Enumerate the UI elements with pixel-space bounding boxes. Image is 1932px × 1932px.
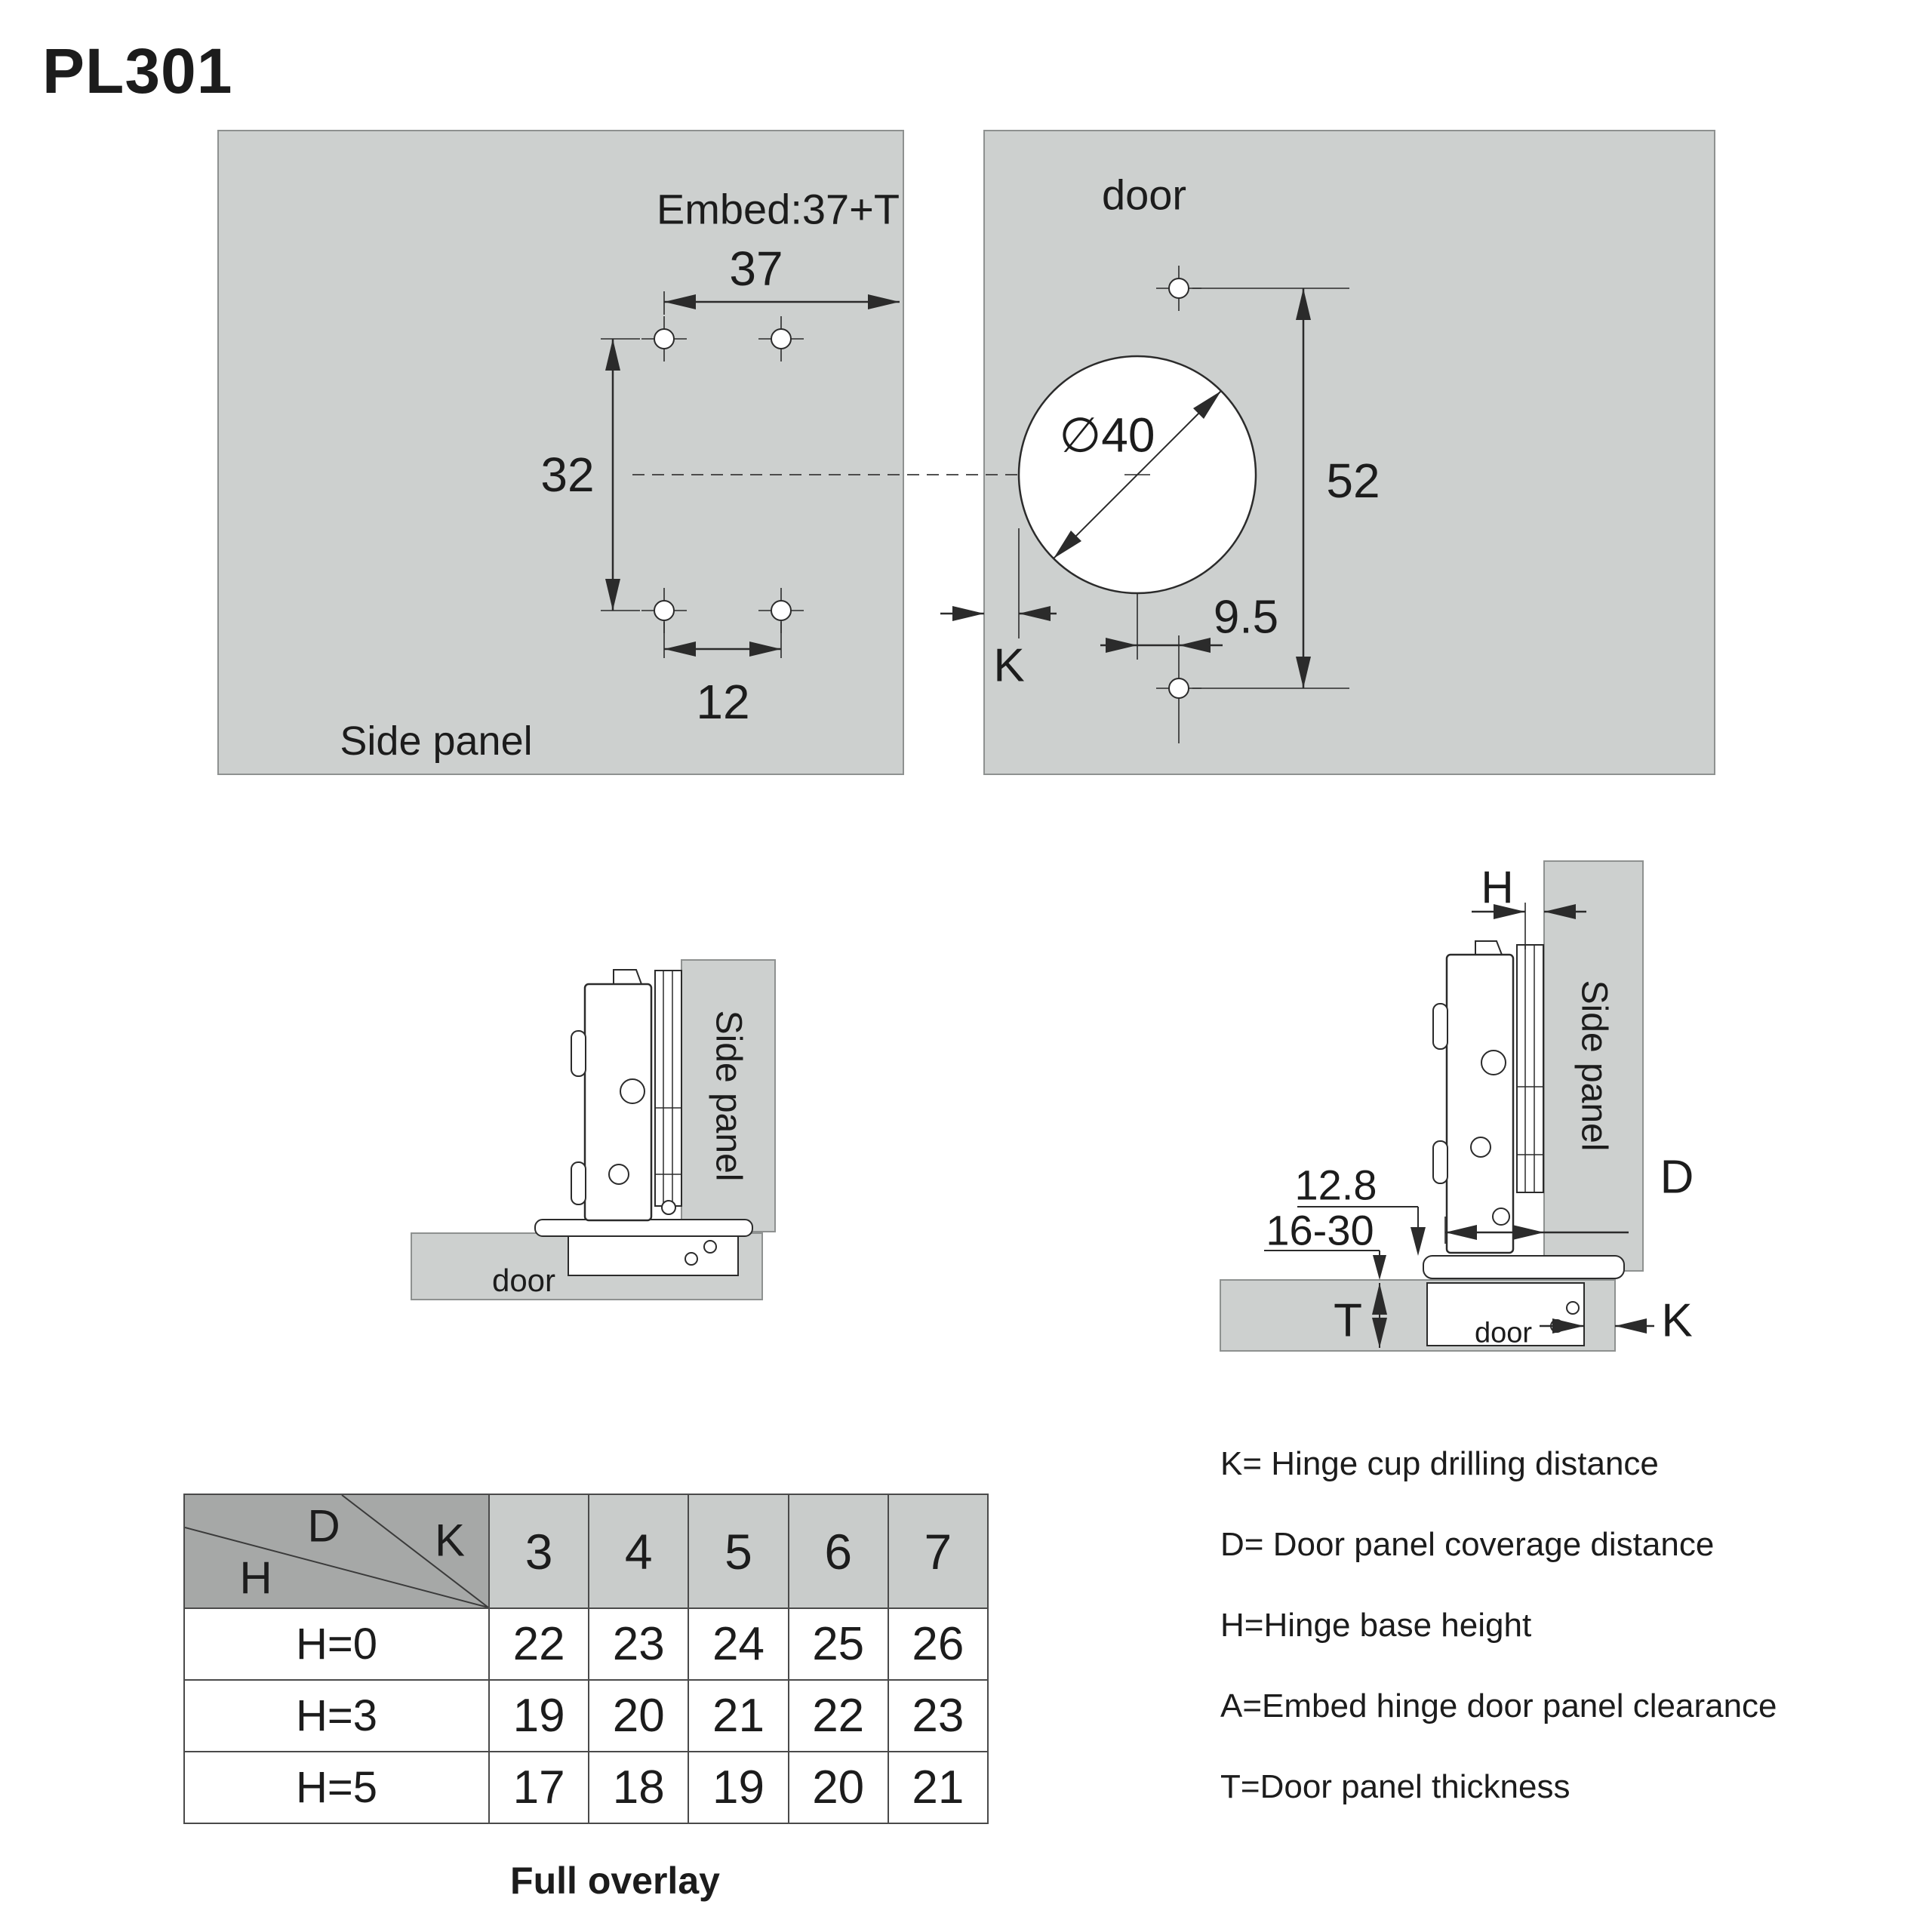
table-cell: 19: [488, 1679, 588, 1751]
corner-d: D: [307, 1500, 340, 1552]
table-caption: Full overlay: [510, 1860, 720, 1902]
table-cell: 19: [688, 1751, 787, 1823]
row-label: H=0: [185, 1607, 488, 1679]
legend-item-h: H=Hinge base height: [1220, 1607, 1532, 1644]
dim-32-label: 32: [540, 448, 595, 502]
door-label: door: [1101, 171, 1187, 219]
table-cell: 25: [788, 1607, 888, 1679]
table-cell: 23: [588, 1607, 688, 1679]
row-label: H=5: [185, 1751, 488, 1823]
side-view-left-panel-label: Side panel: [708, 1010, 749, 1182]
leader-16-30: [1264, 1251, 1386, 1280]
table-cell: 21: [688, 1679, 787, 1751]
dim-h-label: H: [1481, 862, 1514, 913]
dim-k-cup-label: K: [993, 639, 1025, 692]
side-view-left-door-label: door: [491, 1263, 556, 1298]
dim-12-label: 12: [696, 675, 750, 729]
side-panel-label: Side panel: [340, 718, 533, 764]
diameter-label: ∅40: [1059, 408, 1155, 463]
row-label: H=3: [185, 1679, 488, 1751]
dim-16-30-label: 16-30: [1266, 1206, 1374, 1254]
table-cell: 20: [788, 1751, 888, 1823]
table-cell: 22: [788, 1679, 888, 1751]
dim-9-5-label: 9.5: [1213, 591, 1279, 644]
table-cell: 21: [888, 1751, 987, 1823]
legend-item-k: K= Hinge cup drilling distance: [1220, 1445, 1659, 1482]
legend: [1220, 1447, 1869, 1851]
legend-item-a: A=Embed hinge door panel clearance: [1220, 1687, 1777, 1724]
col-header: 3: [488, 1495, 588, 1607]
table-cell: 26: [888, 1607, 987, 1679]
side-view-right-door-label: door: [1474, 1317, 1533, 1349]
dim-d-label: D: [1660, 1151, 1694, 1204]
table-cell: 17: [488, 1751, 588, 1823]
col-header: 5: [688, 1495, 787, 1607]
dim-37-label: 37: [729, 242, 783, 296]
col-header: 7: [888, 1495, 987, 1607]
table-corner-cell: [185, 1495, 488, 1607]
table-cell: 18: [588, 1751, 688, 1823]
table-cell: 23: [888, 1679, 987, 1751]
legend-item-t: T=Door panel thickness: [1220, 1768, 1571, 1805]
corner-h: H: [239, 1552, 272, 1604]
legend-item-d: D= Door panel coverage distance: [1220, 1526, 1715, 1563]
page-title: PL301: [42, 35, 233, 106]
embed-note: Embed:37+T: [656, 185, 900, 233]
dim-52-label: 52: [1326, 454, 1380, 508]
overlay-table: [183, 1494, 989, 1824]
dim-t-label: T: [1334, 1294, 1362, 1347]
col-header: 6: [788, 1495, 888, 1607]
table-cell: 20: [588, 1679, 688, 1751]
dim-k-side-label: K: [1661, 1294, 1693, 1347]
table-cell: 24: [688, 1607, 787, 1679]
corner-k: K: [434, 1515, 466, 1566]
col-header: 4: [588, 1495, 688, 1607]
side-view-right-panel-label: Side panel: [1574, 980, 1614, 1152]
table-cell: 22: [488, 1607, 588, 1679]
dim-12-8-label: 12.8: [1294, 1161, 1377, 1209]
